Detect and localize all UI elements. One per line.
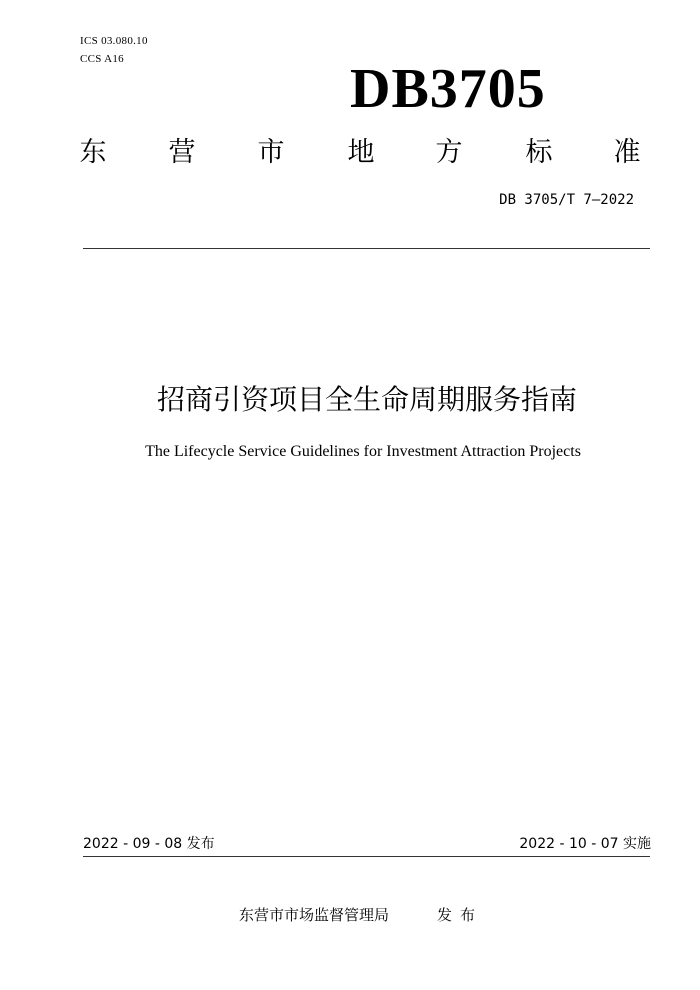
header-divider bbox=[83, 248, 650, 249]
standard-type-char: 地 bbox=[347, 137, 375, 168]
issue-date: 2022 - 09 - 08 发布 bbox=[83, 836, 215, 852]
publish-label: 发布 bbox=[437, 906, 484, 924]
standard-type-char: 东 bbox=[79, 137, 107, 168]
ics-code: ICS 03.080.10 bbox=[80, 35, 148, 47]
standard-type-heading bbox=[78, 135, 650, 171]
issuing-authority: 东营市市场监督管理局 bbox=[239, 906, 390, 924]
footer-divider bbox=[83, 856, 650, 857]
standard-type-char: 营 bbox=[168, 137, 196, 168]
document-title-chinese: 招商引资项目全生命周期服务指南 bbox=[156, 383, 577, 416]
standard-type-char: 准 bbox=[613, 137, 641, 168]
implementation-date: 2022 - 10 - 07 实施 bbox=[519, 836, 651, 852]
standard-type-char: 市 bbox=[257, 137, 285, 168]
standard-code-heading: DB3705 bbox=[350, 58, 546, 120]
ccs-code: CCS A16 bbox=[80, 53, 124, 65]
document-title-english: The Lifecycle Service Guidelines for Investment Attraction Projects bbox=[145, 443, 581, 460]
standard-type-char: 标 bbox=[525, 137, 553, 168]
standard-number: DB 3705/T 7—2022 bbox=[499, 192, 634, 208]
standard-type-char: 方 bbox=[435, 137, 463, 168]
